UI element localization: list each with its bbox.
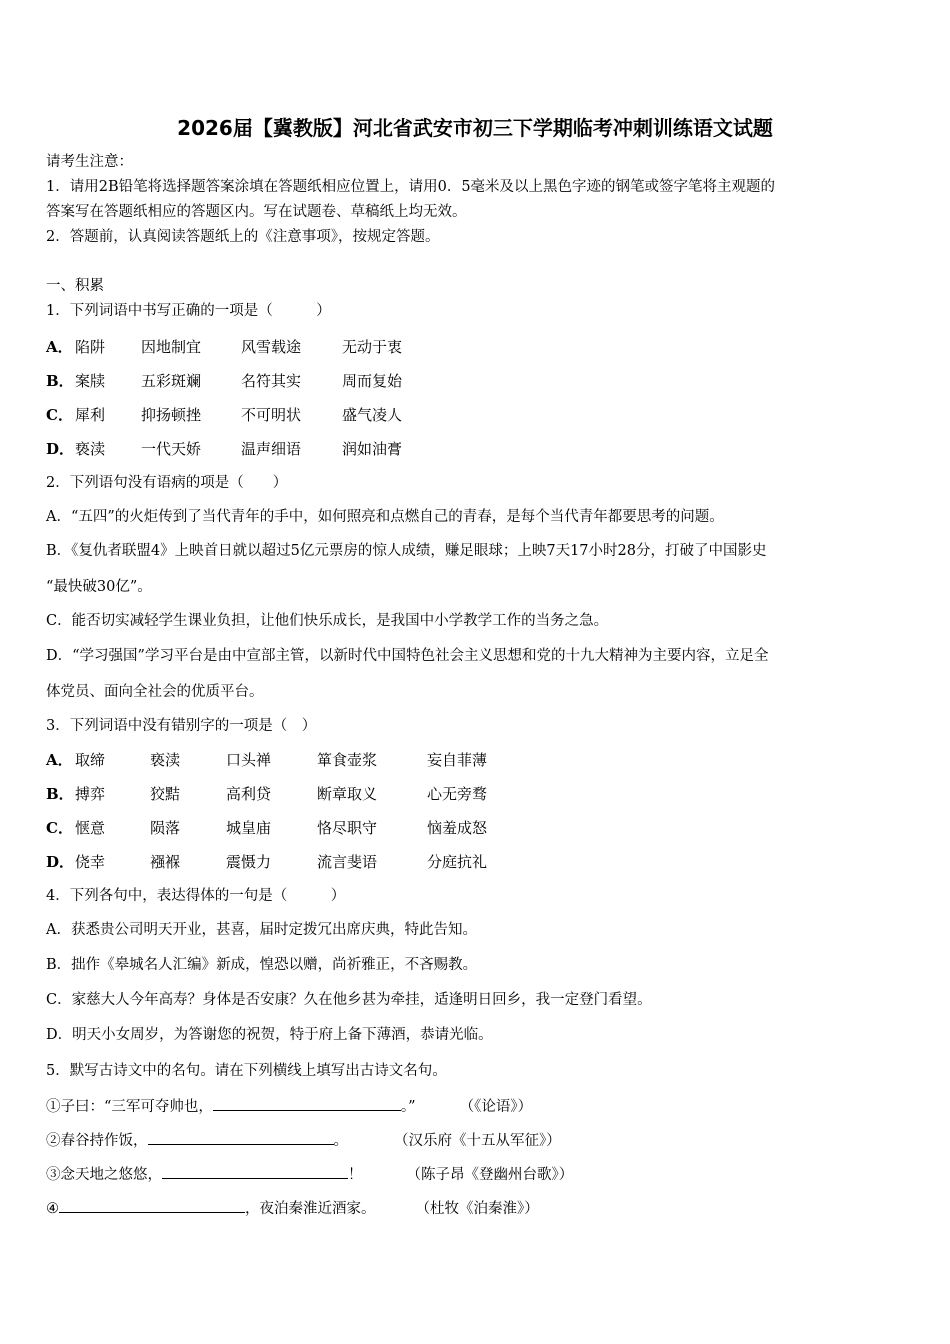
question-5-stem: 5．默写古诗文中的名句。请在下列横线上填写出古诗文名句。: [46, 1063, 447, 1079]
question-1-stem: 1．下列词语中书写正确的一项是（ ）: [46, 303, 331, 319]
option-label: A．: [46, 751, 73, 769]
q4-option-b: B．拙作《皋城名人汇编》新成，惶恐以赠，尚祈雅正，不吝赐教。: [46, 957, 478, 973]
q3-b-word: 断章取义: [317, 785, 378, 803]
q5-item-suffix: 。: [333, 1133, 348, 1149]
q3-a-word: 箪食壶浆: [317, 751, 378, 769]
q5-item-3: [46, 1164, 573, 1184]
q2-option-d: D．“学习强国”学习平台是由中宣部主管，以新时代中国特色社会主义思想和党的十九大精神为主要内容，立足全: [46, 648, 769, 664]
question-3-stem: 3．下列词语中没有错别字的一项是（ ）: [46, 718, 317, 734]
q3-a-word: 取缔: [75, 751, 106, 769]
q2-option-c: C．能否切实减轻学生课业负担，让他们快乐成长，是我国中小学教学工作的当务之急。: [46, 613, 609, 629]
q3-d-word: 流言斐语: [317, 853, 378, 871]
q3-a-word: 亵渎: [150, 751, 181, 769]
question-2-stem: 2．下列语句没有语病的项是（ ）: [46, 475, 288, 491]
question-4-stem: 4．下列各句中，表达得体的一句是（ ）: [46, 888, 346, 904]
option-label: D．: [46, 440, 75, 458]
q5-item-2: [46, 1130, 561, 1150]
q3-option-c: [46, 819, 73, 837]
answer-blank[interactable]: [162, 1164, 348, 1179]
q3-a-word: 口头禅: [226, 751, 272, 769]
q5-item-prefix: ②春谷持作饭，: [46, 1133, 148, 1149]
q1-a-word: 陷阱: [75, 338, 106, 356]
q4-option-c: C．家慈大人今年高寿？身体是否安康？久在他乡甚为牵挂，适逢明日回乡，我一定登门看望。: [46, 992, 652, 1008]
option-label: C．: [46, 406, 73, 424]
q3-d-word: 分庭抗礼: [427, 853, 488, 871]
notice-line-1a: 1．请用2B铅笔将选择题答案涂填在答题纸相应位置上，请用0．5毫米及以上黑色字迹的钢笔或签字笔将主观题的: [46, 179, 776, 195]
q5-item-4: [46, 1198, 539, 1218]
q2-option-b-cont: “最快破30亿”。: [46, 579, 152, 595]
section-heading: 一、积累: [46, 278, 104, 294]
q1-d-word: 亵渎: [75, 440, 106, 458]
q3-c-word: 惬意: [75, 819, 106, 837]
q3-a-word: 妄自菲薄: [427, 751, 488, 769]
answer-blank[interactable]: [59, 1198, 245, 1213]
q3-d-word: 震慑力: [226, 853, 272, 871]
q3-c-word: 恼羞成怒: [427, 819, 488, 837]
q5-item-1: [46, 1096, 532, 1116]
q5-item-suffix: ，夜泊秦淮近酒家。: [245, 1201, 376, 1217]
notice-line-2: 2．答题前，认真阅读答题纸上的《注意事项》，按规定答题。: [46, 229, 440, 245]
q5-item-source: （杜牧《泊秦淮》）: [415, 1201, 539, 1217]
answer-blank[interactable]: [148, 1130, 334, 1145]
q2-option-b: B．《复仇者联盟4》上映首日就以超过5亿元票房的惊人成绩，赚足眼球；上映7天17小时28分，打破了中国影史: [46, 543, 767, 559]
q3-d-word: 襁褓: [150, 853, 181, 871]
q1-option-b: [46, 372, 74, 390]
q1-option-c: [46, 406, 73, 424]
q3-b-word: 搏弈: [75, 785, 106, 803]
q1-a-word: 风雪载途: [241, 338, 302, 356]
q3-option-d: [46, 853, 74, 871]
q4-option-a: A．获悉贵公司明天开业，甚喜，届时定拨冗出席庆典，特此告知。: [46, 922, 477, 938]
q1-a-word: 因地制宜: [141, 338, 202, 356]
option-label: B．: [46, 372, 74, 390]
option-label: C．: [46, 819, 73, 837]
q1-a-word: 无动于衷: [342, 338, 403, 356]
q3-b-word: 心无旁骛: [427, 785, 488, 803]
q1-d-word: 一代天娇: [141, 440, 202, 458]
q1-c-word: 不可明状: [241, 406, 302, 424]
q3-option-a: [46, 751, 73, 769]
q5-item-source: （汉乐府《十五从军征》）: [394, 1133, 561, 1149]
q5-item-prefix: ④: [46, 1201, 59, 1217]
notice-heading: 请考生注意：: [46, 154, 133, 170]
q3-b-word: 狡黠: [150, 785, 181, 803]
q5-item-prefix: ①子曰：“三军可夺帅也，: [46, 1099, 213, 1115]
q1-d-word: 润如油膏: [342, 440, 403, 458]
q1-c-word: 盛气凌人: [342, 406, 403, 424]
q5-item-source: （《论语》）: [459, 1099, 533, 1115]
q1-b-word: 名符其实: [241, 372, 302, 390]
q3-c-word: 城皇庙: [226, 819, 272, 837]
q3-d-word: 侥幸: [75, 853, 106, 871]
q2-option-a: A．“五四”的火炬传到了当代青年的手中，如何照亮和点燃自己的青春，是每个当代青年都要思考的问题。: [46, 509, 724, 525]
q3-c-word: 恪尽职守: [317, 819, 378, 837]
q3-option-b: [46, 785, 74, 803]
answer-blank[interactable]: [213, 1096, 401, 1111]
q5-item-suffix: ！: [348, 1167, 363, 1183]
q5-item-prefix: ③念天地之悠悠，: [46, 1167, 162, 1183]
q1-option-a: [46, 338, 73, 356]
q1-b-word: 五彩斑斓: [141, 372, 202, 390]
page-title: 2026届【冀教版】河北省武安市初三下学期临考冲刺训练语文试题: [177, 116, 773, 140]
option-label: B．: [46, 785, 74, 803]
q2-option-d-cont: 体党员、面向全社会的优质平台。: [46, 684, 264, 700]
q3-c-word: 陨落: [150, 819, 181, 837]
option-label: D．: [46, 853, 75, 871]
q1-b-word: 案牍: [75, 372, 106, 390]
q5-item-suffix: 。”: [400, 1099, 416, 1115]
option-label: A．: [46, 338, 73, 356]
q4-option-d: D．明天小女周岁，为答谢您的祝贺，特于府上备下薄酒，恭请光临。: [46, 1027, 493, 1043]
q1-c-word: 抑扬顿挫: [141, 406, 202, 424]
q3-b-word: 高利贷: [226, 785, 272, 803]
q1-c-word: 犀利: [75, 406, 106, 424]
q1-d-word: 温声细语: [241, 440, 302, 458]
q1-option-d: [46, 440, 74, 458]
q1-b-word: 周而复始: [342, 372, 403, 390]
q5-item-source: （陈子昂《登幽州台歌》）: [406, 1167, 574, 1183]
notice-line-1b: 答案写在答题纸相应的答题区内。写在试题卷、草稿纸上均无效。: [46, 204, 467, 220]
